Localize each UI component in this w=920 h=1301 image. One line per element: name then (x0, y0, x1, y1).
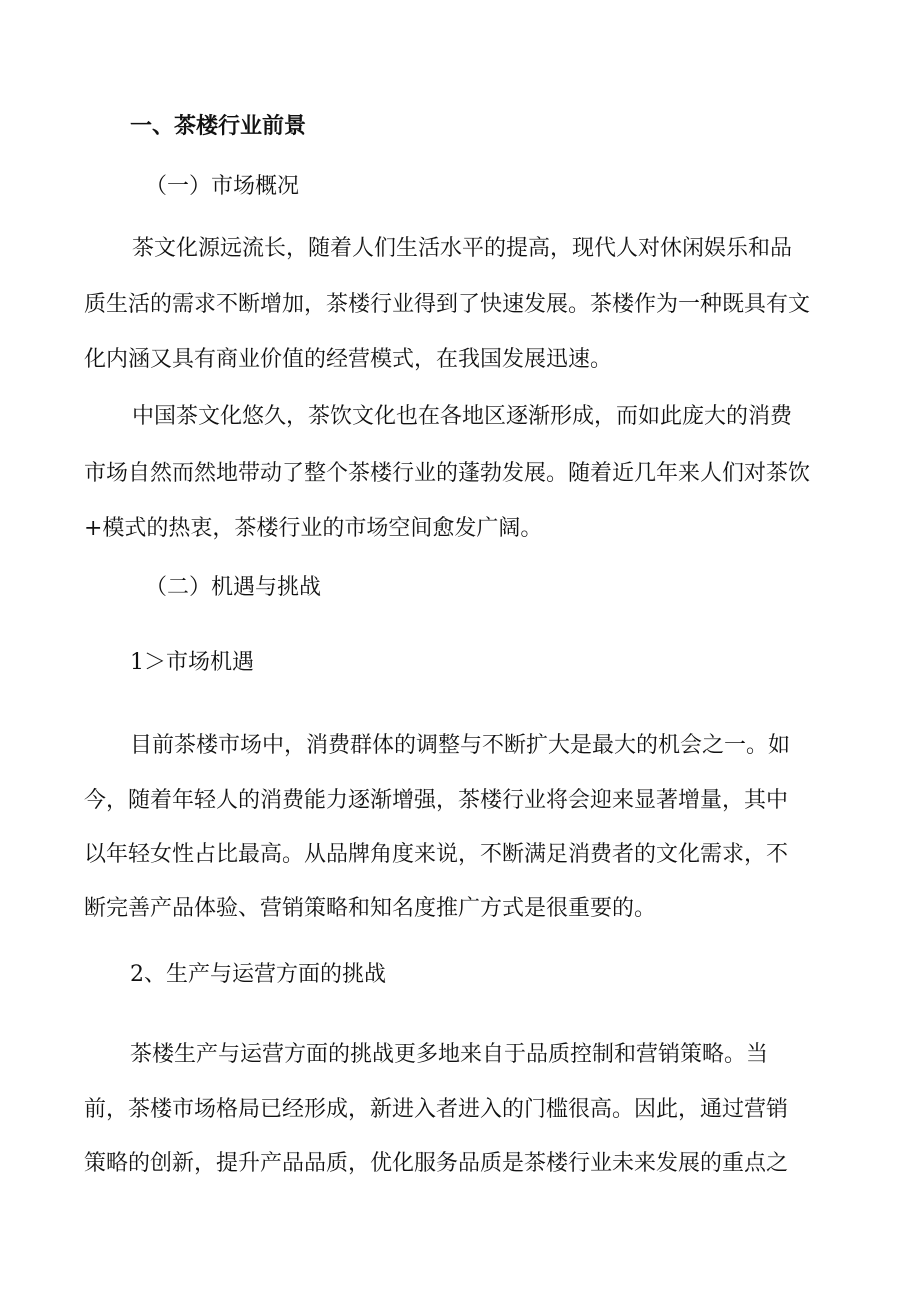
paragraph-line: 前，茶楼市场格局已经形成，新进入者进入的门槛很高。因此，通过营销 (84, 1097, 789, 1122)
paragraph-line: 化内涵又具有商业价值的经营模式，在我国发展迅速。 (84, 347, 613, 372)
paragraph-line: 茶楼生产与运营方面的挑战更多地来自于品质控制和营销策略。当 (130, 1042, 769, 1067)
sub-heading-market-opportunity: 1＞市场机遇 (130, 650, 254, 675)
section-heading: 一、茶楼行业前景 (130, 114, 307, 139)
paragraph-line: 今，随着年轻人的消费能力逐渐增强，茶楼行业将会迎来显著增量，其中 (84, 788, 789, 813)
subsection-title-opportunities-challenges: （二）机遇与挑战 (145, 575, 322, 600)
sub-heading-production-challenge: 2、生产与运营方面的挑战 (130, 962, 386, 987)
line-text: 茶文化源远流长，随着人们生活水平的提高，现代人对休闲娱乐和品 (132, 236, 793, 261)
paragraph-line: 市场自然而然地带动了整个茶楼行业的蓬勃发展。随着近几年来人们对茶饮 (84, 461, 811, 486)
subsection-title-market-overview: （一）市场概况 (145, 174, 300, 199)
paragraph-line: +模式的热衷，茶楼行业的市场空间愈发广阔。 (84, 516, 543, 541)
paragraph-line: 目前茶楼市场中，消费群体的调整与不断扩大是最大的机会之一。如 (130, 733, 791, 758)
line-text: 质生活的需求不断增加，茶楼行业得到了快速发展。茶楼作为一种既具有文 (84, 292, 811, 317)
paragraph-line: 策略的创新，提升产品品质，优化服务品质是茶楼行业未来发展的重点之 (84, 1151, 789, 1176)
paragraph-line: 断完善产品体验、营销策略和知名度推广方式是很重要的。 (84, 896, 657, 921)
paragraph-line (84, 290, 832, 320)
paragraph-line: 以年轻女性占比最高。从品牌角度来说，不断满足消费者的文化需求，不 (84, 842, 789, 867)
paragraph-line (132, 234, 832, 264)
paragraph-line: 中国茶文化悠久，茶饮文化也在各地区逐渐形成，而如此庞大的消费 (132, 404, 793, 429)
